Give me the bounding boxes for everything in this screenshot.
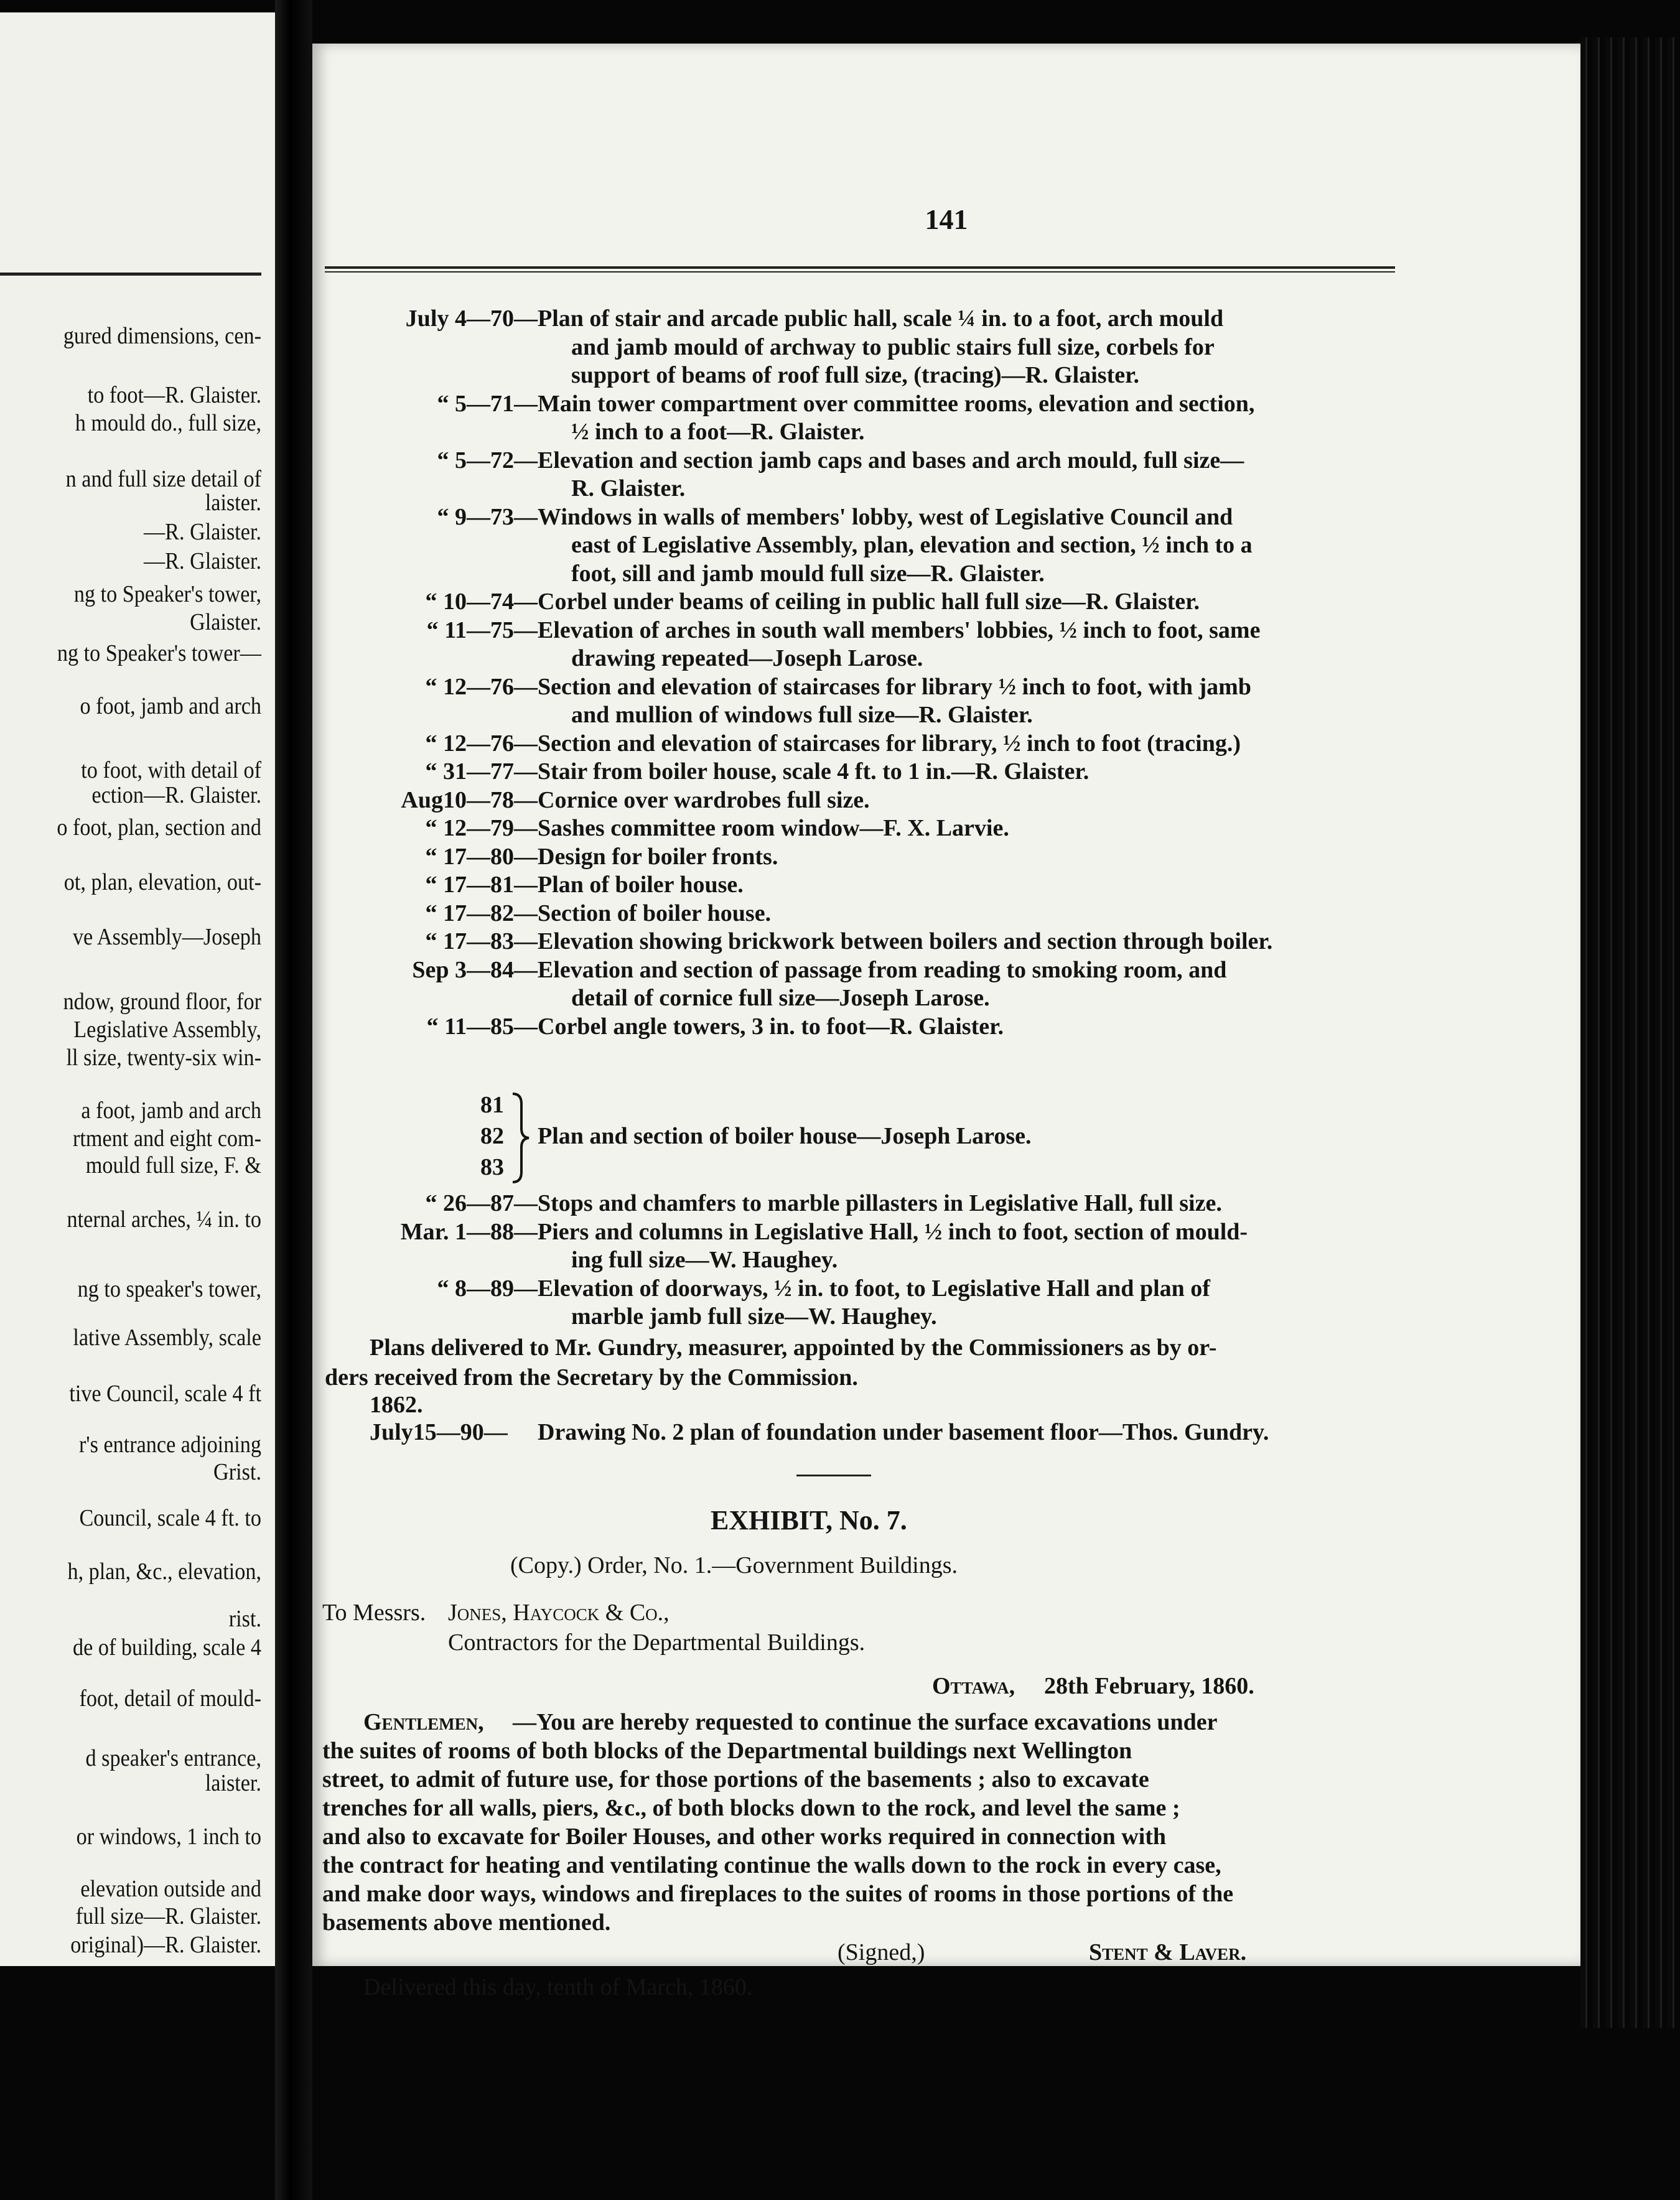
entry-text-line: Elevation of doorways, ½ in. to foot, to Legislative Hall and plan of: [538, 1275, 1210, 1302]
addressee-description: Contractors for the Departmental Buildings.: [448, 1629, 866, 1656]
entry-text-line: and mullion of windows full size—R. Glaister.: [571, 702, 1033, 728]
entry-text-line: Corbel under beams of ceiling in public hall full size—R. Glaister.: [538, 589, 1200, 615]
letter-body-line: —You are hereby requested to continue the surface excavations under: [513, 1709, 1218, 1735]
entry-date-number: “ 10—74—: [425, 589, 538, 615]
letter-body-line: trenches for all walls, piers, &c., of both blocks down to the rock, and level the same ;: [322, 1795, 1180, 1821]
left-page-line: ng to speaker's tower,: [77, 1276, 262, 1302]
left-page-line: de of building, scale 4: [73, 1634, 261, 1661]
exhibit-title: EXHIBIT, No. 7.: [711, 1505, 907, 1536]
letter-body-line: and make door ways, windows and fireplaces to the suites of rooms in those portions of the: [322, 1881, 1234, 1907]
left-page-line: Glaister.: [190, 609, 261, 635]
left-page-line: ection—R. Glaister.: [91, 782, 261, 808]
left-page-line: ot, plan, elevation, out-: [63, 869, 261, 895]
entry-date-number: “ 9—73—: [437, 503, 538, 530]
page-edges: [1580, 37, 1680, 2028]
entry-text-line: Stops and chamfers to marble pillasters in Legislative Hall, full size.: [538, 1190, 1222, 1216]
entry-text-line: marble jamb full size—W. Haughey.: [571, 1303, 937, 1330]
left-page-line: ve Assembly—Joseph: [72, 924, 261, 950]
left-page-line: d speaker's entrance,: [85, 1745, 261, 1771]
entry-text-line: Plan of boiler house.: [538, 872, 744, 898]
entry-text-line: R. Glaister.: [571, 475, 686, 501]
entry-date-number: July 4—70—: [405, 305, 538, 332]
previous-page-fragment: [0, 12, 275, 1966]
left-page-line: ng to Speaker's tower—: [57, 640, 261, 666]
left-page-line: rist.: [228, 1606, 261, 1632]
left-page-line: h, plan, &c., elevation,: [67, 1559, 262, 1585]
entry-text-line: and jamb mould of archway to public stairs full size, corbels for: [571, 333, 1215, 360]
entry-date-number: “ 17—81—: [425, 872, 538, 898]
entry-date-number: “ 5—71—: [437, 390, 538, 417]
entry-text-line: Stair from boiler house, scale 4 ft. to 1 in.—R. Glaister.: [538, 758, 1090, 785]
letter-place: Ottawa,: [932, 1673, 1015, 1699]
left-page-line: elevation outside and: [80, 1876, 261, 1902]
letter-salutation: Gentlemen,: [363, 1709, 484, 1735]
section-divider: [796, 1475, 871, 1476]
entry-text-line: ½ inch to a foot—R. Glaister.: [571, 419, 865, 445]
letter-body-line: and also to excavate for Boiler Houses, and other works required in connection with: [322, 1824, 1167, 1850]
header-rule: [325, 266, 1395, 269]
left-page-line: h mould do., full size,: [75, 410, 261, 436]
left-page-line: or windows, 1 inch to: [76, 1824, 261, 1850]
left-page-line: rtment and eight com-: [73, 1126, 261, 1152]
addressee-names: Jones, Haycock & Co.,: [448, 1600, 670, 1626]
bracket-number-83: 83: [480, 1154, 504, 1180]
entry-text-line: foot, sill and jamb mould full size—R. Glaister.: [571, 560, 1045, 587]
letter-date: 28th February, 1860.: [1044, 1673, 1254, 1699]
plans-note-year: 1862.: [370, 1392, 423, 1418]
header-rule-thin: [325, 271, 1395, 273]
left-page-line: r's entrance adjoining: [79, 1432, 261, 1458]
entry-text-line: Piers and columns in Legislative Hall, ½ inch to foot, section of mould-: [538, 1218, 1248, 1245]
entry-text-line: east of Legislative Assembly, plan, elevation and section, ½ inch to a: [571, 532, 1253, 558]
letter-body-line: the contract for heating and ventilating continue the walls down to the rock in every case,: [322, 1852, 1221, 1878]
left-page-line: —R. Glaister.: [143, 548, 261, 574]
left-page-line: ll size, twenty-six win-: [66, 1045, 261, 1071]
entry-date-number: Aug10—78—: [401, 786, 538, 813]
entry-date-number: “ 8—89—: [437, 1275, 538, 1302]
addressee-prefix: To Messrs.: [322, 1600, 426, 1626]
entry-text-line: detail of cornice full size—Joseph Larose.: [571, 985, 990, 1011]
entry-text-line: Sashes committee room window—F. X. Larvie.: [538, 815, 1009, 841]
bracket-text: Plan and section of boiler house—Joseph Larose.: [538, 1123, 1032, 1149]
left-page-line: full size—R. Glaister.: [75, 1903, 261, 1929]
entry-text-line: Cornice over wardrobes full size.: [538, 786, 870, 813]
curly-brace-icon: [510, 1091, 533, 1185]
left-page-line: laister.: [205, 490, 261, 516]
left-page-line: Grist.: [213, 1459, 261, 1485]
bracket-number-81: 81: [480, 1092, 504, 1118]
entry-date-number: “ 31—77—: [425, 758, 538, 785]
left-page-line: ndow, ground floor, for: [63, 989, 261, 1015]
left-page-line: lative Assembly, scale: [73, 1325, 261, 1351]
entry-date-number: “ 12—79—: [425, 815, 538, 841]
entry-text-line: drawing repeated—Joseph Larose.: [571, 645, 923, 671]
entry-date-number: Mar. 1—88—: [400, 1218, 538, 1245]
entry-text-line: Section and elevation of staircases for library ½ inch to foot, with jamb: [538, 673, 1251, 700]
entry-text-line: Elevation showing brickwork between boilers and section through boiler.: [538, 928, 1273, 954]
left-page-line: —R. Glaister.: [143, 519, 261, 545]
bracket-number-82: 82: [480, 1123, 504, 1149]
page-number: 141: [925, 203, 968, 235]
entry-text-line: Windows in walls of members' lobby, west of Legislative Council and: [538, 503, 1233, 530]
entry-text-line: support of beams of roof full size, (tracing)—R. Glaister.: [571, 362, 1139, 388]
entry-text-line: Elevation and section of passage from reading to smoking room, and: [538, 956, 1227, 983]
entry-date-number: “ 17—80—: [425, 843, 538, 870]
left-page-line: laister.: [205, 1770, 261, 1796]
page-141: [312, 44, 1580, 2000]
plans-note-line-1: Plans delivered to Mr. Gundry, measurer, appointed by the Commissioners as by or-: [370, 1335, 1217, 1361]
entry-date-number: “ 26—87—: [425, 1190, 538, 1216]
top-rule: [0, 273, 261, 276]
entry-text-line: Corbel angle towers, 3 in. to foot—R. Glaister.: [538, 1013, 1004, 1040]
signed-label: (Signed,): [838, 1939, 925, 1965]
left-page-line: o foot, jamb and arch: [80, 693, 261, 719]
entry-date-number: “ 17—83—: [425, 928, 538, 954]
signatories: Stent & Laver.: [1089, 1939, 1247, 1965]
entry-text-line: Elevation of arches in south wall members' lobbies, ½ inch to foot, same: [538, 617, 1261, 643]
entry-date-number: Sep 3—84—: [412, 956, 538, 983]
entry-text-line: Main tower compartment over committee rooms, elevation and section,: [538, 390, 1255, 417]
entry-text-line: Section and elevation of staircases for library, ½ inch to foot (tracing.): [538, 730, 1241, 757]
left-page-line: Council, scale 4 ft. to: [79, 1505, 261, 1531]
left-page-line: mould full size, F. &: [85, 1152, 261, 1178]
left-page-line: nternal arches, ¼ in. to: [67, 1206, 261, 1233]
entry-date-number: “ 12—76—: [425, 673, 538, 700]
entry-text-line: Design for boiler fronts.: [538, 843, 778, 870]
left-page-line: n and full size detail of: [65, 466, 261, 492]
entry-text-line: ing full size—W. Haughey.: [571, 1247, 838, 1273]
plans-entry-text: Drawing No. 2 plan of foundation under basement floor—Thos. Gundry.: [538, 1419, 1269, 1445]
entry-date-number: “ 11—75—: [426, 617, 538, 643]
left-page-line: gured dimensions, cen-: [63, 323, 261, 349]
entry-date-number: “ 17—82—: [425, 900, 538, 926]
left-page-line: to foot—R. Glaister.: [87, 382, 261, 408]
left-page-line: ng to Speaker's tower,: [73, 581, 261, 607]
left-page-line: original)—R. Glaister.: [70, 1932, 262, 1958]
letter-body-line: basements above mentioned.: [322, 1909, 611, 1936]
left-page-line: tive Council, scale 4 ft: [69, 1381, 261, 1407]
delivered-note: Delivered this day, tenth of March, 1860.: [363, 1974, 753, 2000]
letter-body-line: the suites of rooms of both blocks of the Departmental buildings next Wellington: [322, 1738, 1132, 1764]
left-page-line: Legislative Assembly,: [73, 1017, 262, 1043]
plans-note-line-2: ders received from the Secretary by the Commission.: [325, 1364, 858, 1391]
plans-entry-label: July15—90—: [370, 1419, 508, 1445]
entry-date-number: “ 5—72—: [437, 447, 538, 473]
entry-text-line: Plan of stair and arcade public hall, scale ¼ in. to a foot, arch mould: [538, 305, 1224, 332]
left-page-line: o foot, plan, section and: [57, 814, 261, 841]
exhibit-subtitle: (Copy.) Order, No. 1.—Government Buildings.: [510, 1552, 958, 1578]
left-page-line: a foot, jamb and arch: [81, 1098, 261, 1124]
entry-text-line: Elevation and section jamb caps and bases and arch mould, full size—: [538, 447, 1244, 473]
entry-text-line: Section of boiler house.: [538, 900, 772, 926]
entry-date-number: “ 11—85—: [426, 1013, 538, 1040]
book-gutter: [275, 0, 312, 2200]
left-page-line: to foot, with detail of: [81, 757, 261, 783]
letter-body-line: street, to admit of future use, for those portions of the basements ; also to excavate: [322, 1766, 1149, 1792]
left-page-line: foot, detail of mould-: [79, 1685, 261, 1712]
entry-date-number: “ 12—76—: [425, 730, 538, 757]
